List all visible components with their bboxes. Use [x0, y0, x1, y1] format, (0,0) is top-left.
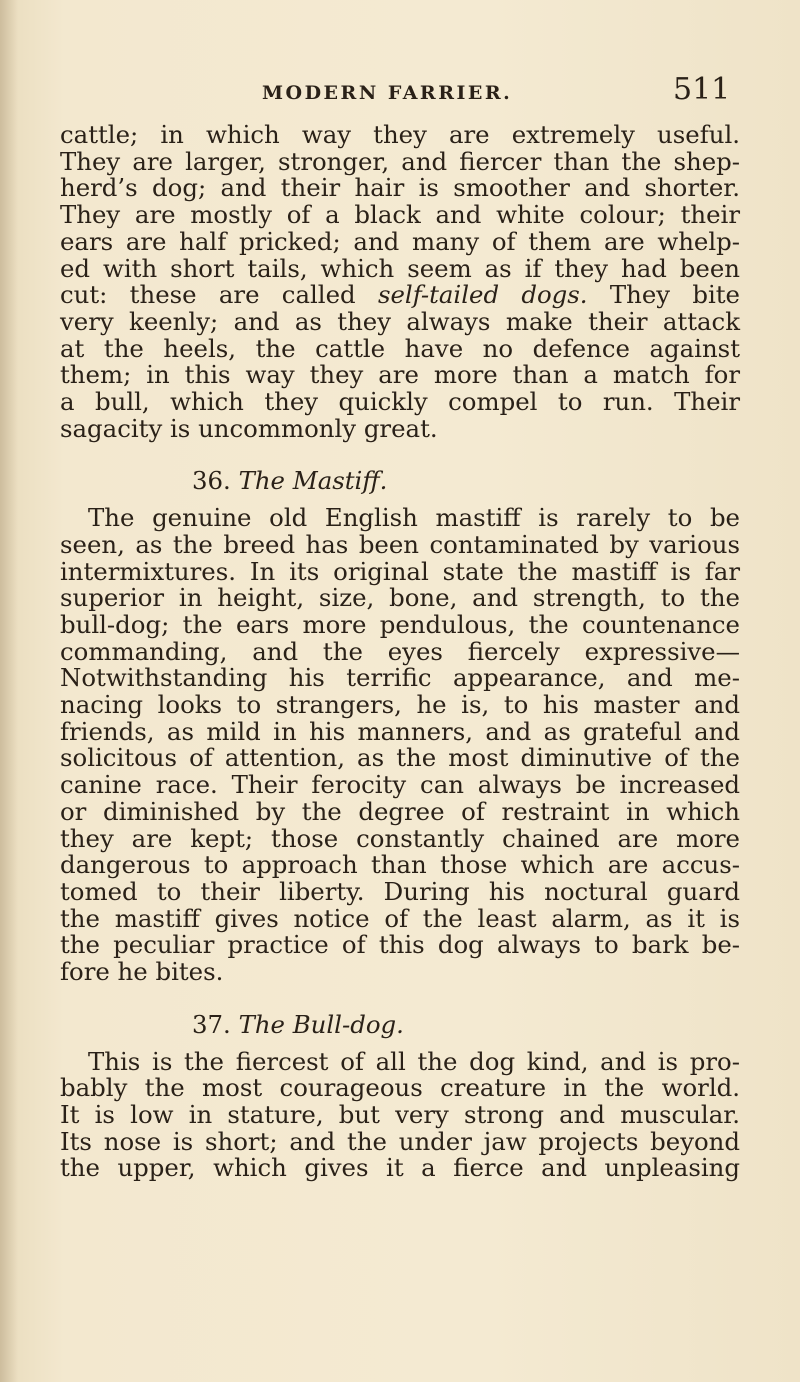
text-line: The genuine old English mastiff is rarely to be — [88, 503, 740, 533]
section-title: The Bull-dog. — [238, 1009, 404, 1039]
text-run: cut: these are called — [60, 280, 378, 310]
text-line: them; in this way they are more than a match for — [60, 360, 740, 390]
text-line: tomed to their liberty. During his noctural guard — [60, 876, 740, 906]
italic-term-self-tailed-dogs: self-tailed dogs. — [377, 280, 588, 310]
text-line: canine race. Their ferocity can always be increased — [60, 770, 740, 800]
text-line: superior in height, size, bone, and strength, to the — [60, 583, 740, 613]
section-title: The Mastiff. — [238, 466, 388, 496]
text-line: dangerous to approach than those which are accus- — [60, 850, 740, 880]
running-head: MODERN FARRIER. — [262, 82, 513, 104]
paragraph-cattle-dogs — [60, 122, 740, 442]
text-line: fore he bites. — [60, 957, 224, 987]
text-line: ed with short tails, which seem as if they had been — [60, 253, 740, 283]
text-line: This is the fiercest of all the dog kind, and is pro- — [88, 1046, 740, 1076]
section-heading-bull-dog — [60, 1009, 740, 1039]
text-line: friends, as mild in his manners, and as grateful and — [60, 716, 740, 746]
text-line: bull-dog; the ears more pendulous, the countenance — [60, 609, 740, 639]
page-number: 511 — [673, 72, 731, 107]
section-number: 36. — [192, 466, 231, 496]
text-line: commanding, and the eyes fiercely expressive— — [60, 636, 740, 666]
text-line — [60, 282, 740, 309]
text-line: the peculiar practice of this dog always to bark be- — [60, 930, 740, 960]
text-line: bably the most courageous creature in the world. — [60, 1073, 740, 1103]
text-line: or diminished by the degree of restraint in which — [60, 796, 740, 826]
text-line: at the heels, the cattle have no defence against — [60, 333, 740, 363]
text-run: They bite — [587, 280, 740, 310]
section-heading-mastiff — [60, 468, 740, 495]
body-text — [60, 122, 740, 1182]
page-gutter-shadow — [0, 0, 18, 1382]
text-line: Notwithstanding his terrific appearance, and me- — [60, 663, 740, 693]
text-line: a bull, which they quickly compel to run. Their — [60, 387, 740, 417]
text-line: sagacity is uncommonly great. — [60, 413, 438, 443]
text-line: herd’s dog; and their hair is smoother and shorter. — [60, 173, 740, 203]
text-line: the mastiff gives notice of the least alarm, as it is — [60, 903, 740, 933]
paragraph-bull-dog — [60, 1046, 740, 1183]
section-number: 37. — [192, 1009, 231, 1039]
text-line: It is low in stature, but very strong and muscular. — [60, 1099, 740, 1129]
text-line: ears are half pricked; and many of them are whelp- — [60, 226, 740, 256]
text-line: Its nose is short; and the under jaw projects beyond — [60, 1126, 740, 1156]
text-line: solicitous of attention, as the most diminutive of the — [60, 743, 740, 773]
text-line: they are kept; those constantly chained are more — [60, 823, 740, 853]
text-line: They are larger, stronger, and fiercer than the shep- — [60, 146, 740, 176]
text-line: intermixtures. In its original state the mastiff is far — [60, 556, 740, 586]
text-line: the upper, which gives it a fierce and unpleasing — [60, 1153, 740, 1183]
text-line: They are mostly of a black and white colour; their — [60, 200, 740, 230]
text-line: seen, as the breed has been contaminated by various — [60, 529, 740, 559]
text-line: very keenly; and as they always make their attack — [60, 306, 740, 336]
text-line: nacing looks to strangers, he is, to his master and — [60, 690, 740, 720]
section-gap — [60, 986, 740, 1012]
text-line: cattle; in which way they are extremely useful. — [60, 120, 740, 149]
paragraph-mastiff — [60, 505, 740, 986]
section-gap — [60, 442, 740, 468]
